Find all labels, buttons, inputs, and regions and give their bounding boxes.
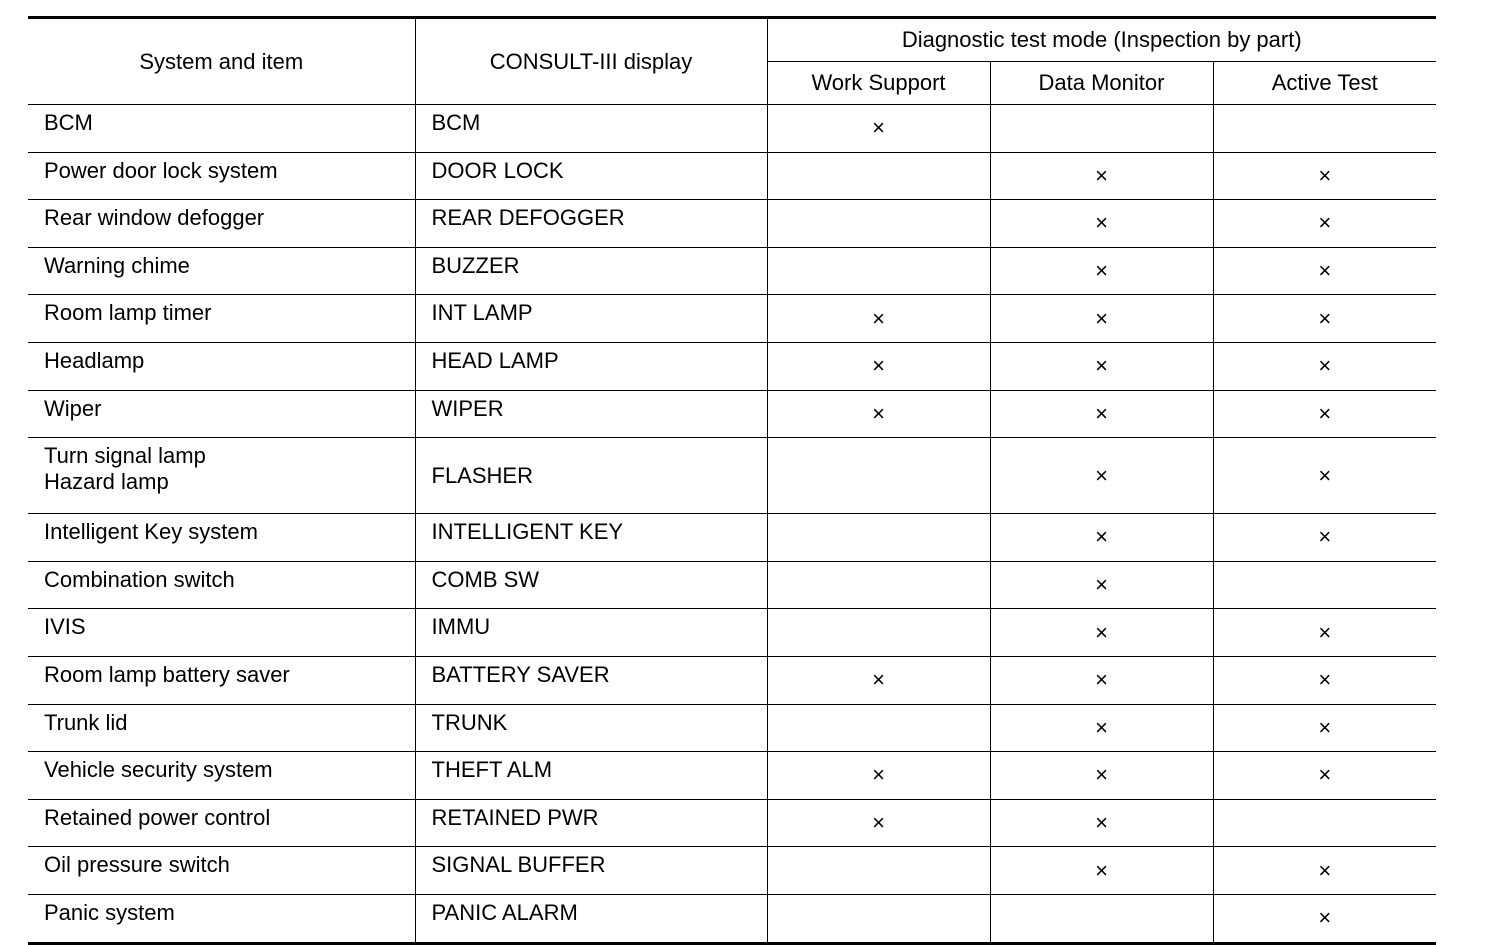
system-item-text: Trunk lid: [44, 709, 128, 735]
cell-data-monitor: ×: [990, 514, 1213, 562]
system-item-text: Combination switch: [44, 566, 235, 592]
system-item-text: Intelligent Key system: [44, 519, 258, 545]
system-item-text: Rear window defogger: [44, 205, 265, 231]
cell-system-item: [28, 609, 415, 657]
header-consult-display: CONSULT-III display: [415, 18, 767, 105]
cell-data-monitor: [990, 894, 1213, 943]
cell-active-test: ×: [1213, 390, 1436, 438]
cell-active-test: ×: [1213, 752, 1436, 800]
cell-consult-display: COMB SW: [415, 561, 767, 609]
cell-system-item: [28, 656, 415, 704]
cell-active-test: ×: [1213, 247, 1436, 295]
table-row: [28, 561, 1436, 609]
table-row: [28, 609, 1436, 657]
table-row: [28, 390, 1436, 438]
cell-data-monitor: ×: [990, 561, 1213, 609]
cell-consult-display: INT LAMP: [415, 295, 767, 343]
cell-consult-display: IMMU: [415, 609, 767, 657]
table-row: [28, 514, 1436, 562]
cell-active-test: ×: [1213, 342, 1436, 390]
table-row: [28, 438, 1436, 514]
system-item-text: Turn signal lamp: [44, 443, 206, 469]
cell-active-test: [1213, 105, 1436, 153]
header-active-test: Active Test: [1213, 62, 1436, 105]
cell-consult-display: HEAD LAMP: [415, 342, 767, 390]
system-item-text-line2: Hazard lamp: [44, 469, 169, 495]
cell-data-monitor: ×: [990, 752, 1213, 800]
cell-system-item: [28, 390, 415, 438]
table-row: [28, 295, 1436, 343]
cell-data-monitor: ×: [990, 200, 1213, 248]
table-row: [28, 342, 1436, 390]
cell-system-item: [28, 105, 415, 153]
system-item-text: Headlamp: [44, 347, 145, 373]
cell-work-support: [767, 514, 990, 562]
cell-system-item: [28, 847, 415, 895]
cell-work-support: [767, 609, 990, 657]
cell-system-item: [28, 514, 415, 562]
table-row: [28, 152, 1436, 200]
cell-system-item: [28, 247, 415, 295]
cell-data-monitor: ×: [990, 390, 1213, 438]
cell-consult-display: BCM: [415, 105, 767, 153]
cell-consult-display: SIGNAL BUFFER: [415, 847, 767, 895]
header-diagnostic-test-mode: Diagnostic test mode (Inspection by part): [767, 18, 1436, 62]
cell-work-support: ×: [767, 295, 990, 343]
cell-data-monitor: ×: [990, 342, 1213, 390]
system-item-text: Oil pressure switch: [44, 852, 230, 878]
cell-work-support: ×: [767, 752, 990, 800]
cell-data-monitor: ×: [990, 438, 1213, 514]
cell-active-test: ×: [1213, 295, 1436, 343]
cell-consult-display: INTELLIGENT KEY: [415, 514, 767, 562]
cell-data-monitor: ×: [990, 152, 1213, 200]
cell-active-test: ×: [1213, 200, 1436, 248]
header-data-monitor: Data Monitor: [990, 62, 1213, 105]
cell-active-test: ×: [1213, 514, 1436, 562]
table-row: [28, 704, 1436, 752]
cell-work-support: ×: [767, 105, 990, 153]
cell-system-item: [28, 752, 415, 800]
cell-consult-display: THEFT ALM: [415, 752, 767, 800]
cell-consult-display: FLASHER: [415, 438, 767, 514]
cell-consult-display: WIPER: [415, 390, 767, 438]
cell-work-support: ×: [767, 799, 990, 847]
cell-consult-display: PANIC ALARM: [415, 894, 767, 943]
cell-data-monitor: ×: [990, 247, 1213, 295]
cell-consult-display: BUZZER: [415, 247, 767, 295]
cell-system-item: [28, 894, 415, 943]
cell-system-item: [28, 561, 415, 609]
cell-work-support: [767, 247, 990, 295]
system-item-text: Panic system: [44, 899, 175, 925]
cell-active-test: ×: [1213, 847, 1436, 895]
table-row: [28, 752, 1436, 800]
system-item-text: Wiper: [44, 395, 102, 421]
diagnostic-table: [28, 16, 1436, 945]
cell-active-test: ×: [1213, 704, 1436, 752]
cell-work-support: [767, 847, 990, 895]
cell-work-support: [767, 704, 990, 752]
cell-active-test: ×: [1213, 894, 1436, 943]
system-item-text: Room lamp battery saver: [44, 661, 290, 687]
cell-data-monitor: ×: [990, 847, 1213, 895]
cell-active-test: [1213, 799, 1436, 847]
cell-consult-display: BATTERY SAVER: [415, 656, 767, 704]
system-item-text: Room lamp timer: [44, 300, 212, 326]
cell-work-support: ×: [767, 390, 990, 438]
table-header: [28, 18, 1436, 105]
cell-work-support: ×: [767, 656, 990, 704]
cell-consult-display: REAR DEFOGGER: [415, 200, 767, 248]
cell-system-item: [28, 438, 415, 514]
cell-work-support: [767, 200, 990, 248]
table-row: [28, 200, 1436, 248]
cell-system-item: [28, 799, 415, 847]
cell-work-support: [767, 152, 990, 200]
cell-data-monitor: ×: [990, 704, 1213, 752]
cell-system-item: [28, 200, 415, 248]
cell-consult-display: DOOR LOCK: [415, 152, 767, 200]
table-row: [28, 105, 1436, 153]
cell-data-monitor: ×: [990, 609, 1213, 657]
system-item-text: Vehicle security system: [44, 757, 273, 783]
table-body: [28, 105, 1436, 944]
system-item-text: Power door lock system: [44, 157, 278, 183]
cell-system-item: [28, 704, 415, 752]
system-item-text: BCM: [44, 110, 93, 135]
cell-consult-display: TRUNK: [415, 704, 767, 752]
cell-system-item: [28, 342, 415, 390]
cell-data-monitor: ×: [990, 295, 1213, 343]
cell-work-support: [767, 561, 990, 609]
system-item-text: Warning chime: [44, 252, 190, 278]
table-row: [28, 247, 1436, 295]
cell-active-test: ×: [1213, 152, 1436, 200]
cell-system-item: [28, 295, 415, 343]
header-work-support: Work Support: [767, 62, 990, 105]
cell-active-test: ×: [1213, 609, 1436, 657]
cell-data-monitor: ×: [990, 799, 1213, 847]
cell-active-test: ×: [1213, 656, 1436, 704]
table-row: [28, 894, 1436, 943]
table-row: [28, 656, 1436, 704]
header-row-1: [28, 18, 1436, 62]
cell-active-test: [1213, 561, 1436, 609]
cell-system-item: [28, 152, 415, 200]
system-item-text: Retained power control: [44, 804, 271, 830]
table-row: [28, 847, 1436, 895]
cell-consult-display: RETAINED PWR: [415, 799, 767, 847]
cell-work-support: [767, 894, 990, 943]
cell-work-support: ×: [767, 342, 990, 390]
cell-data-monitor: ×: [990, 656, 1213, 704]
cell-data-monitor: [990, 105, 1213, 153]
cell-work-support: [767, 438, 990, 514]
table-row: [28, 799, 1436, 847]
cell-active-test: ×: [1213, 438, 1436, 514]
header-system-and-item: System and item: [28, 18, 415, 105]
system-item-text: IVIS: [44, 614, 86, 640]
